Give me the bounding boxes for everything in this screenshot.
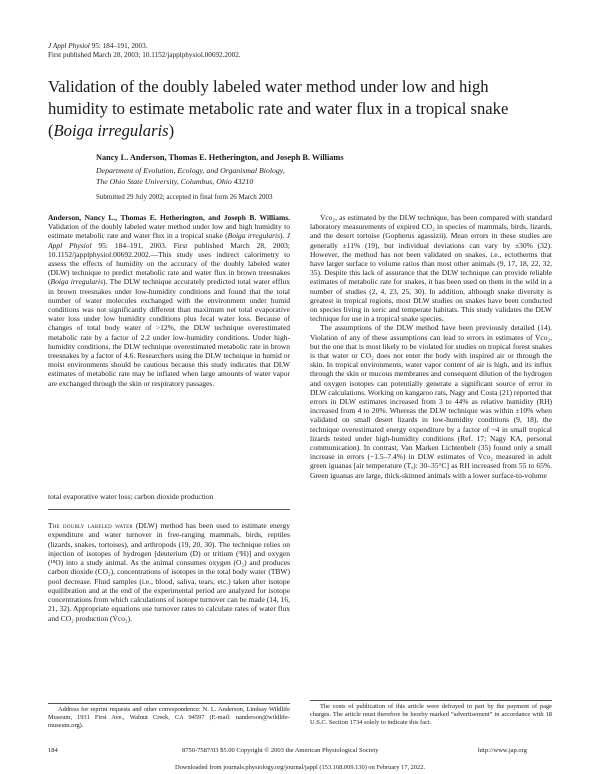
footnote-divider-left (48, 703, 290, 704)
abstract (48, 213, 290, 388)
header-journal: J Appl Physiol (48, 42, 90, 50)
abstract-divider (48, 509, 290, 510)
title-species: Boiga irregularis (53, 121, 169, 140)
submission-dates: Submitted 29 July 2002; accepted in final form 26 March 2003 (96, 193, 273, 201)
right-paragraph-1: V̇co₂, as estimated by the DLW technique, has been compared with standard laboratory measurements of expired CO₂ in species of mammals, birds, lizards, and the desert tortoise (Gopherus agassizii). Mean errors in these studies are generally ±11% (19), but individual deviations can vary by ±30% (32). However, the method has not been validated on snakes, i.e., ectotherms that have larger surface to volume ratios than most other animals (9, 17, 18, 22, 32, 35). Despite this lack of assurance that the DLW technique can provide reliable estimates of metabolic rate for snakes, it has been used on them in the wild in a number of studies (2, 4, 23, 25, 30). In addition, although snake diversity is greatest in tropical regions, most DLW studies on snakes have been conducted on species living in xeric and temperate habitats. This study validates the DLW technique for use in a tropical snake species. (310, 213, 552, 324)
footnote-divider-right (310, 700, 552, 701)
abstract-species: Boiga irregularis (227, 231, 281, 241)
download-note: Downloaded from journals.physiology.org/journal/jappl (153.168.009.130) on February 17, 2022. (174, 764, 426, 771)
abstract-text-1: Validation of the doubly labeled water method under low and high humidity to estimate metabolic rate and water flux in a tropical snake ( (48, 222, 290, 241)
header-published: First published March 28, 2003; 10.1152/japplphysiol.00692.2002. (48, 51, 241, 59)
intro-text: (DLW) method has been used to estimate energy expenditure and water turnover in free-ranging mammals, birds, reptiles (lizards, snakes, tortoises), and arthropods (19, 20, 30). The technique relies on injection of isotopes of hydrogen [deuterium (D) or tritium (³H)] and oxygen (¹⁸O) into a study animal. As the animal consumes oxygen (O₂) and produces carbon dioxide (CO₂), concentrations of isotopes in the total body water (TBW) pool decrease. Fluid samples (i.e., blood, saliva, tears, etc.) taken after isotope equilibration and at the end of the experimental period are analyzed for isotope concentrations from which calculations of isotope turnover can be made (14, 16, 21, 32). Appropriate equations use turnover rates to calculate rates of water flux and CO₂ production (V̇co₂). (48, 521, 290, 623)
affiliation-line-2: The Ohio State University, Columbus, Ohio 43210 (96, 176, 254, 186)
issn-copyright: 8750-7587/03 $5.00 Copyright © 2003 the American Physiological Society (182, 747, 379, 754)
abstract-journal: J Appl Physiol (48, 231, 290, 250)
keywords: total evaporative water loss; carbon dioxide production (48, 492, 214, 501)
right-column (310, 213, 552, 480)
publication-cost-footnote: The costs of publication of this article were defrayed in part by the payment of page charges. The article must therefore be hereby marked “advertisement” in accordance with 18 U.S.C. Section 1734 solely to indicate this fact. (310, 703, 552, 726)
abstract-species-2: Boiga irregularis (50, 277, 104, 287)
journal-url[interactable]: http://www.jap.org (478, 747, 527, 754)
abstract-text-4: ). The DLW technique accurately predicted total water efflux in brown treesnakes under low-humidity conditions and found that the total number of water molecules exchanged with the environment under humid conditions was not significantly different than maximum net total evaporative water loss under low humidity conditions plus fecal water loss. Because of changes of total body water of >12%, the DLW technique overestimated metabolic rate by a factor of 2.2 under low-humidity conditions. Under high-humidity conditions, the DLW technique overestimated metabolic rate in brown treesnakes by a factor of 4.6. Researchers using the DLW technique in humid or moist environments should be cautious because this study indicates that DLW estimates of metabolic rate may be inflated when large amounts of water vapor are exchanged through the skin or respiratory passages. (48, 277, 290, 388)
author-list: Nancy L. Anderson, Thomas E. Hetherington, and Joseph B. Williams (96, 153, 344, 162)
header-citation: 95: 184–191, 2003. (91, 42, 148, 50)
title-main: Validation of the doubly labeled water method under low and high humidity to estimate metabolic rate and water flux in a tropical snake ( (48, 77, 509, 140)
affiliation (96, 166, 285, 187)
correspondence-footnote: Address for reprint requests and other correspondence: N. L. Anderson, Lindsay Wildlife Museum, 1931 First Ave., Walnut Creek, CA 94597 (E-mail: nanderson@wildlife-museum.org). (48, 706, 290, 729)
abstract-authors: Anderson, Nancy L., Thomas E. Hetherington, and Joseph B. Williams. (48, 213, 290, 222)
article-title (48, 76, 548, 142)
abstract-text-3: 95: 184–191, 2003. First published March 28, 2003; 10.1152/japplphysiol.00692.2002.—This study uses indirect calorimetry to assess the effects of humidity on the accuracy of the doubly labeled water (DLW) technique to predict metabolic rate and water flux in brown treesnakes ( (48, 240, 290, 287)
abstract-text-2: ). (280, 231, 287, 241)
page-number: 184 (48, 747, 58, 754)
intro-lead: The doubly labeled water (48, 521, 133, 530)
title-close: ) (168, 121, 175, 140)
journal-header (48, 42, 241, 60)
introduction-paragraph (48, 521, 290, 623)
right-paragraph-2: The assumptions of the DLW method have been previously detailed (14). Violation of any of these assumptions can lead to errors in estimates of V̇co₂, but the one that is most likely to be violated for studies on tropical forest snakes is that water or CO₂ does not enter the body with inspired air or through the skin. In tropical environments, water vapor content of air is high, and its influx through the skin or mucous membranes and consequent dilution of the hydrogen and oxygen isotopes can potentially generate a significant source of error in DLW calculations. Working on kangaroo rats, Nagy and Costa (21) reported that errors in DLW estimates increased from 3 to 44% as relative humidity (RH) increased from 4 to 20%. Whereas the DLW technique was within ±10% when validated on small desert lizards in low-humidity conditions (9, 18), the technique overestimated energy expenditure by a factor of ~4 in small tropical lizards tested under high-humidity conditions (Ref. 17; Nagy KA, personal communication). In contrast, Van Marken Lichtenbelt (35) found only a small increase in errors (−1.5–7.4%) in DLW estimates of V̇co₂ measured in adult green iguanas [air temperature (Tₐ): 30–35°C] as RH increased from 55 to 65%. Green iguanas are large, thick-skinned animals with a lower surface-to-volume (310, 323, 552, 480)
affiliation-line-1: Department of Evolution, Ecology, and Organismal Biology, (96, 166, 285, 175)
